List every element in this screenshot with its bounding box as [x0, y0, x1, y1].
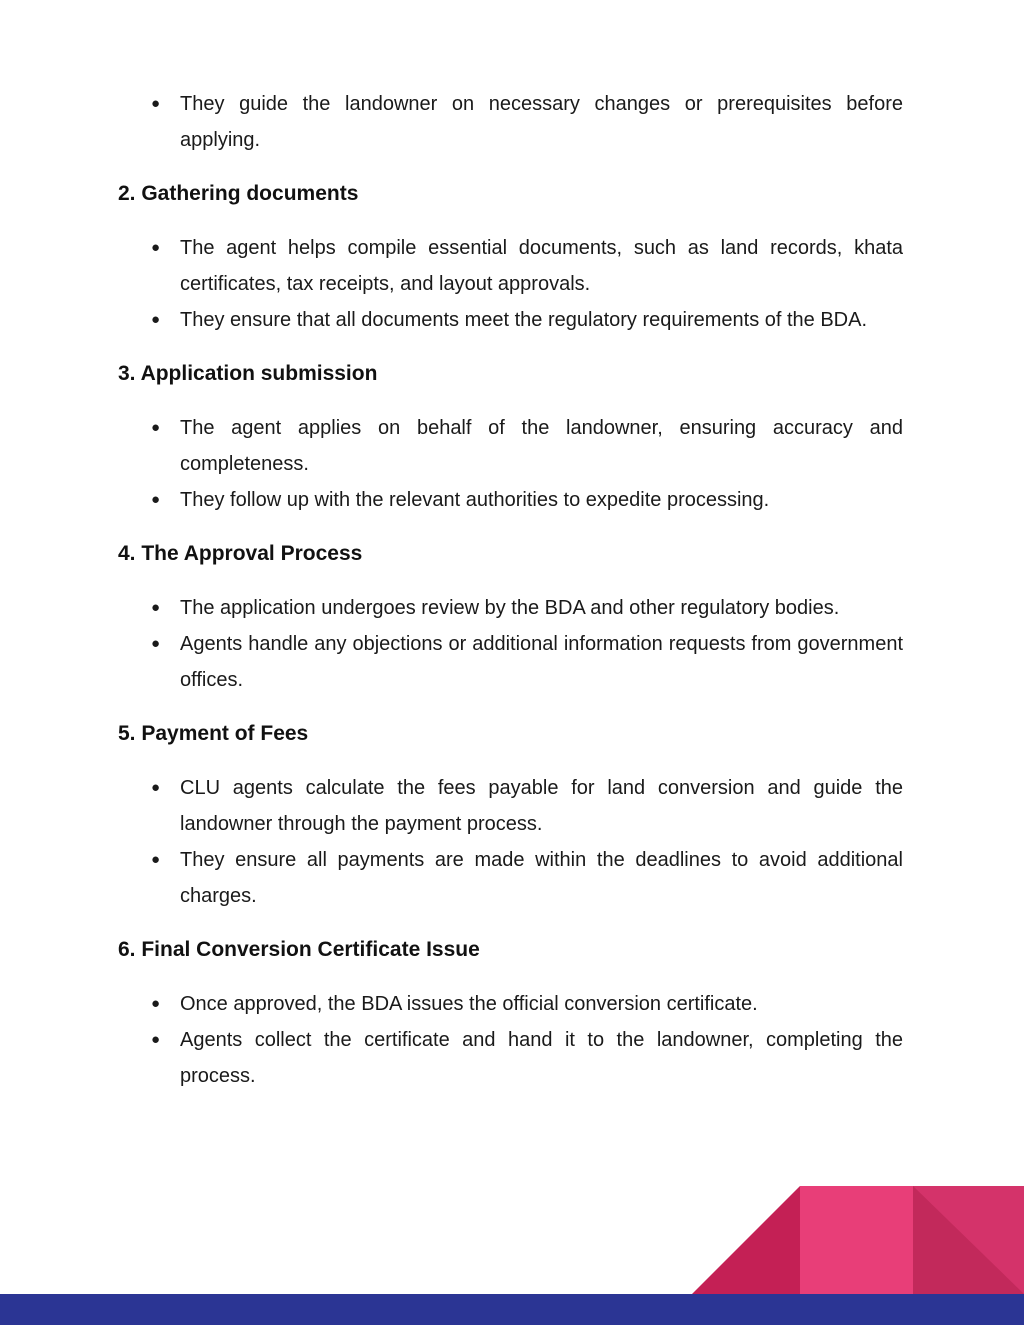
- list-item: ● CLU agents calculate the fees payable for land conversion and guide the landowner through the payment process.: [118, 770, 903, 842]
- section-heading: 4. The Approval Process: [118, 542, 363, 565]
- list-item: ● They ensure that all documents meet the regulatory requirements of the BDA.: [118, 302, 903, 338]
- section-heading: 5. Payment of Fees: [118, 722, 309, 745]
- list-item: ● Once approved, the BDA issues the official conversion certificate.: [118, 986, 903, 1022]
- list-item: ● Agents collect the certificate and hand it to the landowner, completing the process.: [118, 1022, 903, 1094]
- section-heading: 3. Application submission: [118, 362, 378, 385]
- corner-block-pink: [800, 1186, 913, 1294]
- list-item: ● They guide the landowner on necessary changes or prerequisites before applying.: [118, 86, 903, 158]
- list-item: ● The agent applies on behalf of the landowner, ensuring accuracy and completeness.: [118, 410, 903, 482]
- section-heading: 6. Final Conversion Certificate Issue: [118, 938, 480, 961]
- corner-triangle-left: [692, 1186, 800, 1294]
- list-item: ● They ensure all payments are made within the deadlines to avoid additional charges.: [118, 842, 903, 914]
- list-item: ● They follow up with the relevant authorities to expedite processing.: [118, 482, 903, 518]
- section-heading: 2. Gathering documents: [118, 182, 359, 205]
- list-item: ● Agents handle any objections or additional information requests from government offices.: [118, 626, 903, 698]
- list-item: ● The agent helps compile essential documents, such as land records, khata certificates, tax receipts, and layout approvals.: [118, 230, 903, 302]
- footer-bar: [0, 1294, 1024, 1325]
- list-item: ● The application undergoes review by the BDA and other regulatory bodies.: [118, 590, 903, 626]
